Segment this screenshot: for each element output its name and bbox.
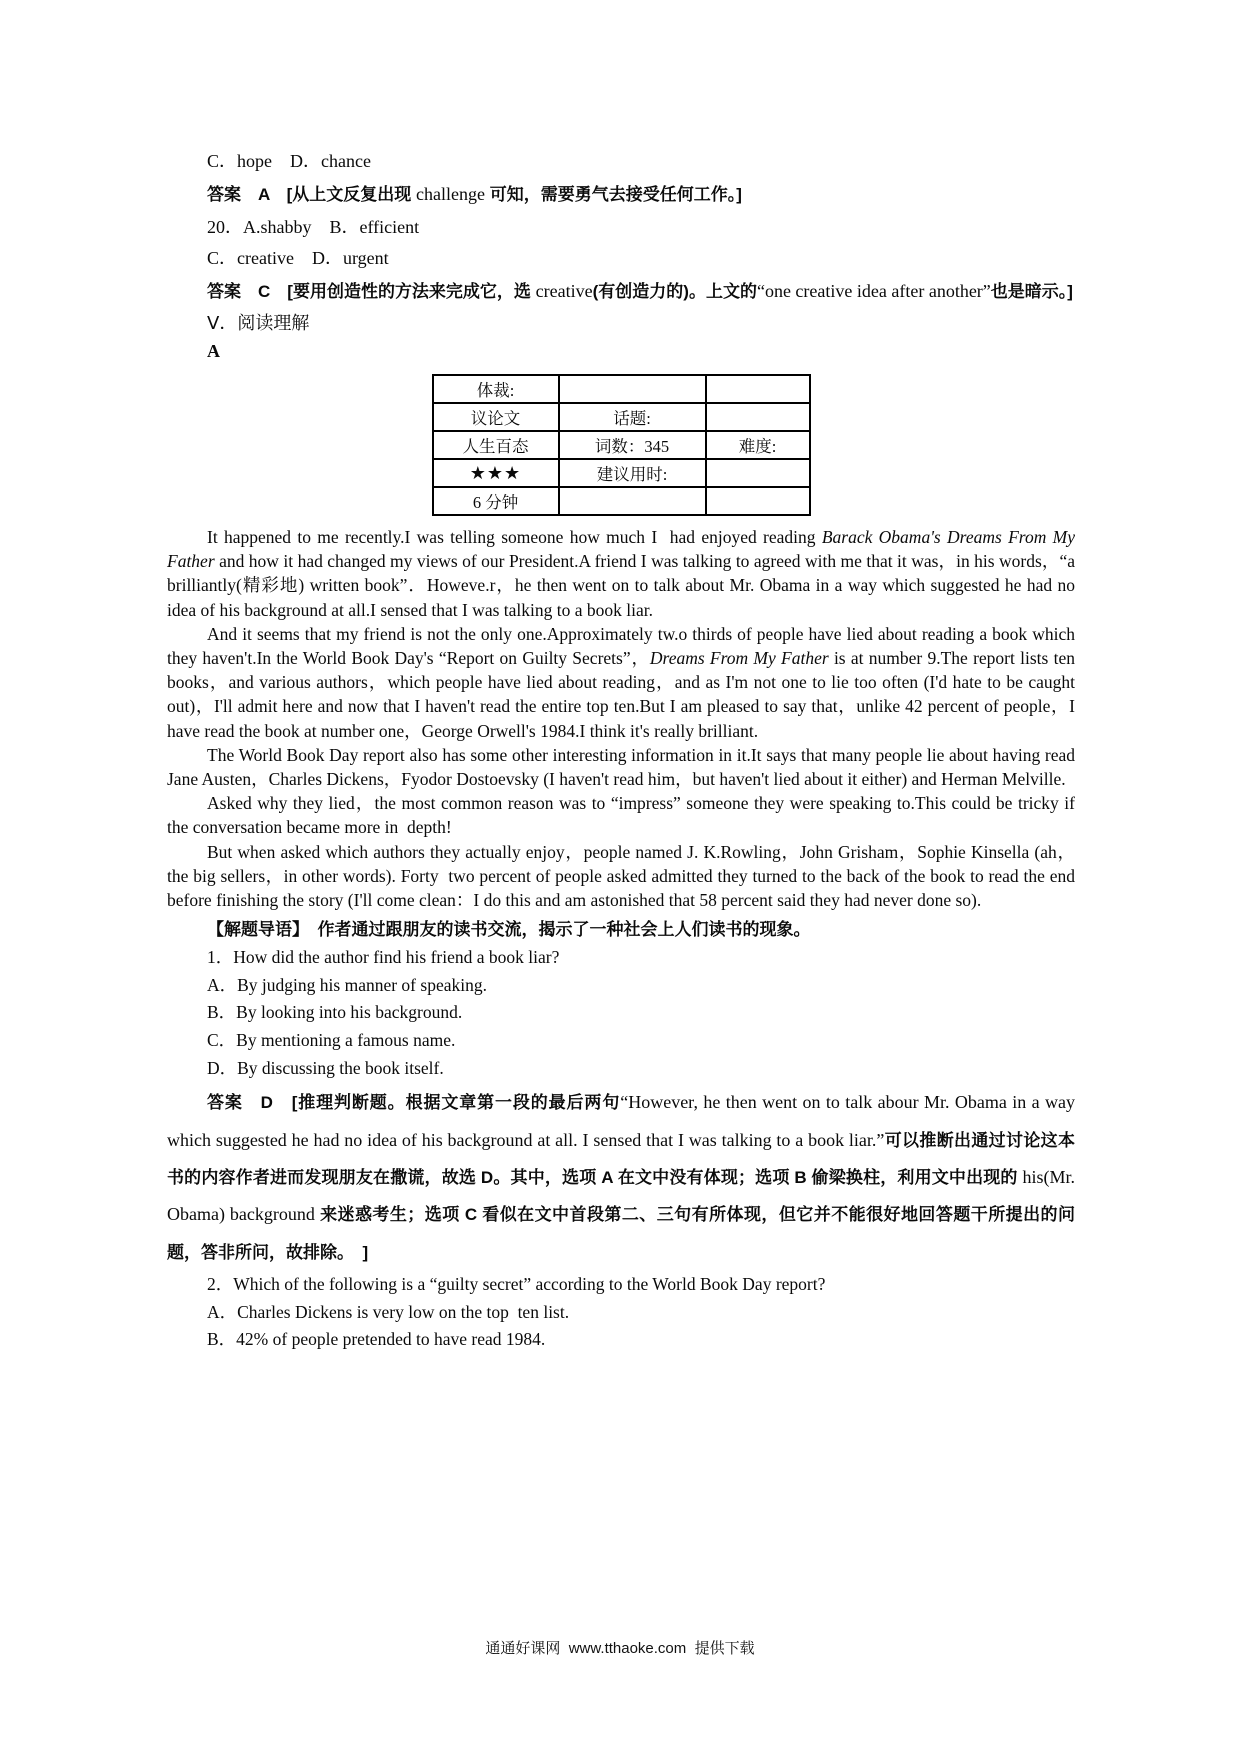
passage-label-a: A	[207, 341, 220, 361]
answer-20-quote: “one creative idea after another”	[756, 281, 991, 301]
info-cell	[706, 487, 810, 515]
answer-19-label: 答案 A [从上文反复出现	[207, 185, 417, 204]
table-row	[433, 431, 810, 459]
question-1-option-c: C．By mentioning a famous name.	[207, 1030, 456, 1051]
info-cell-topic-value: 人生百态	[433, 431, 559, 459]
q20-options-ab: 20．A.shabby B．efficient	[207, 217, 420, 237]
table-row	[433, 487, 810, 515]
answer-20-explanation: (有创造力的)。上文的	[592, 282, 757, 301]
passage-paragraph-5	[167, 840, 1075, 913]
table-row	[433, 459, 810, 487]
info-cell	[559, 375, 706, 403]
answer-1-explanation	[167, 1084, 1075, 1271]
answer-1-label: 答案 D [推理判断题。根据文章第一段的最后两句	[207, 1093, 621, 1113]
info-cell-difficulty-label: 难度:	[706, 431, 810, 459]
table-row	[433, 403, 810, 431]
answer-1-analysis: 可以推断出通过讨论这本书的内容作者进而发现朋友在撒谎，故选 D。其中，选项 A 在文中没有体现；选项 B 偷梁换柱，利用文中出现的	[167, 1130, 1075, 1188]
answer-1-tail: 来迷惑考生；选项 C 看似在文中首段第二、三句有所体现，但它并不能很好地回答题干所提出的问题，答非所问，故排除。 ]	[167, 1205, 1075, 1262]
question-2-option-a: A．Charles Dickens is very low on the top ten list.	[207, 1301, 570, 1322]
question-2-option-b: B．42% of people pretended to have read 1984.	[207, 1329, 546, 1350]
answer-20-label: 答案 C [要用创造性的方法来完成它，选	[207, 282, 536, 301]
analysis-guide: 【解题导语】 作者通过跟朋友的读书交流，揭示了一种社会上人们读书的现象。	[207, 920, 811, 940]
info-cell-time-label: 建议用时:	[559, 459, 706, 487]
question-1-option-b: B．By looking into his background.	[207, 1002, 463, 1023]
passage-paragraph-4	[167, 791, 1075, 839]
answer-19-explanation: 可知，需要勇气去接受任何工作。]	[485, 185, 742, 204]
info-cell-difficulty-stars: ★★★	[433, 459, 559, 487]
q19-options-cd: C．hope D．chance	[207, 151, 371, 171]
document-content	[167, 146, 1075, 1354]
table-row	[433, 375, 810, 403]
text-run: and how it had changed my views of our President.A friend I was talking to agreed with me that it was，in his words，“a brilliantly(精彩地) written book”．Howeve.r，he then went on to talk about Mr. Obama in a way which suggested he had no idea of his background at all.I sensed that I was talking to a book liar.	[167, 551, 1075, 620]
info-cell-wordcount: 词数：345	[559, 431, 706, 459]
text-run: is at number 9.The report lists ten books，and various authors，which people have lied about reading，and as I'm not one to lie too often (I'd hate to be caught out)，I'll admit here and now that I haven't read the entire top ten.But I am pleased to say that，unlike 42 percent of people，I have read the book at number one，George Orwell's 1984.I think it's really brilliant.	[167, 648, 1075, 741]
book-title: Dreams From My Father	[649, 648, 829, 669]
answer-20	[167, 274, 1075, 309]
section-v-heading: Ⅴ．阅读理解	[207, 313, 310, 333]
passage-paragraph-3	[167, 743, 1075, 791]
info-cell-topic-label: 话题:	[559, 403, 706, 431]
info-cell	[559, 487, 706, 515]
question-1-stem: 1．How did the author find his friend a book liar?	[207, 947, 560, 968]
info-cell-genre-label: 体裁:	[433, 375, 559, 403]
passage-paragraph-1	[167, 525, 1075, 622]
question-1-option-d: D．By discussing the book itself.	[207, 1057, 444, 1078]
passage-paragraph-2	[167, 622, 1075, 743]
info-cell-time-value: 6 分钟	[433, 487, 559, 515]
info-cell	[706, 459, 810, 487]
passage-info-table	[432, 374, 811, 516]
text-run: And it seems that my friend is not the only one.Approximately tw.o thirds of people have lied about reading a book which they haven't.In the World Book Day's “Report on Guilty Secrets”，	[167, 623, 1075, 669]
text-run: But when asked which authors they actually enjoy，people named J. K.Rowling，John Grisham，Sophie Kinsella (ah，the big sellers，in other words). Forty two percent of people asked admitted they turned to the back of the book to read the end before finishing the story (I'll come clean：I do this and am astonished that 58 percent said they had never done so).	[167, 841, 1075, 911]
info-cell-genre-value: 议论文	[433, 403, 559, 431]
question-1-option-a: A．By judging his manner of speaking.	[207, 974, 487, 995]
answer-1-en: his(Mr. Obama) background	[167, 1167, 1075, 1225]
page-footer: 通通好课网 www.tthaoke.com 提供下载	[485, 1640, 755, 1657]
question-2-stem: 2．Which of the following is a “guilty secret” according to the World Book Day report?	[207, 1274, 826, 1295]
text-run: The World Book Day report also has some other interesting information in it.It says that many people lie about having read Jane Austen，Charles Dickens，Fyodor Dostoevsky (I haven't read him，but haven't lied about it either) and Herman Melville.	[167, 744, 1075, 790]
text-run: Asked why they lied，the most common reason was to “impress” someone they were speaking to.This could be tricky if the conversation became more in depth!	[167, 793, 1075, 838]
answer-19-en: challenge	[416, 184, 485, 204]
q20-options-cd: C．creative D．urgent	[207, 248, 389, 268]
info-cell	[706, 375, 810, 403]
answer-19	[167, 177, 1075, 212]
answer-20-tail: 也是暗示。]	[990, 282, 1073, 301]
answer-1-quote: “However, he then went on to talk abour Mr. Obama in a way which suggested he had no idea of his background at all. I sensed that I was talking to a book liar.”	[167, 1092, 1076, 1150]
answer-20-en: creative	[535, 281, 593, 301]
info-cell	[706, 403, 810, 431]
book-title: Barack Obama's Dreams From My Father	[167, 527, 1076, 572]
text-run: It happened to me recently.I was telling someone how much I had enjoyed reading	[207, 527, 822, 547]
